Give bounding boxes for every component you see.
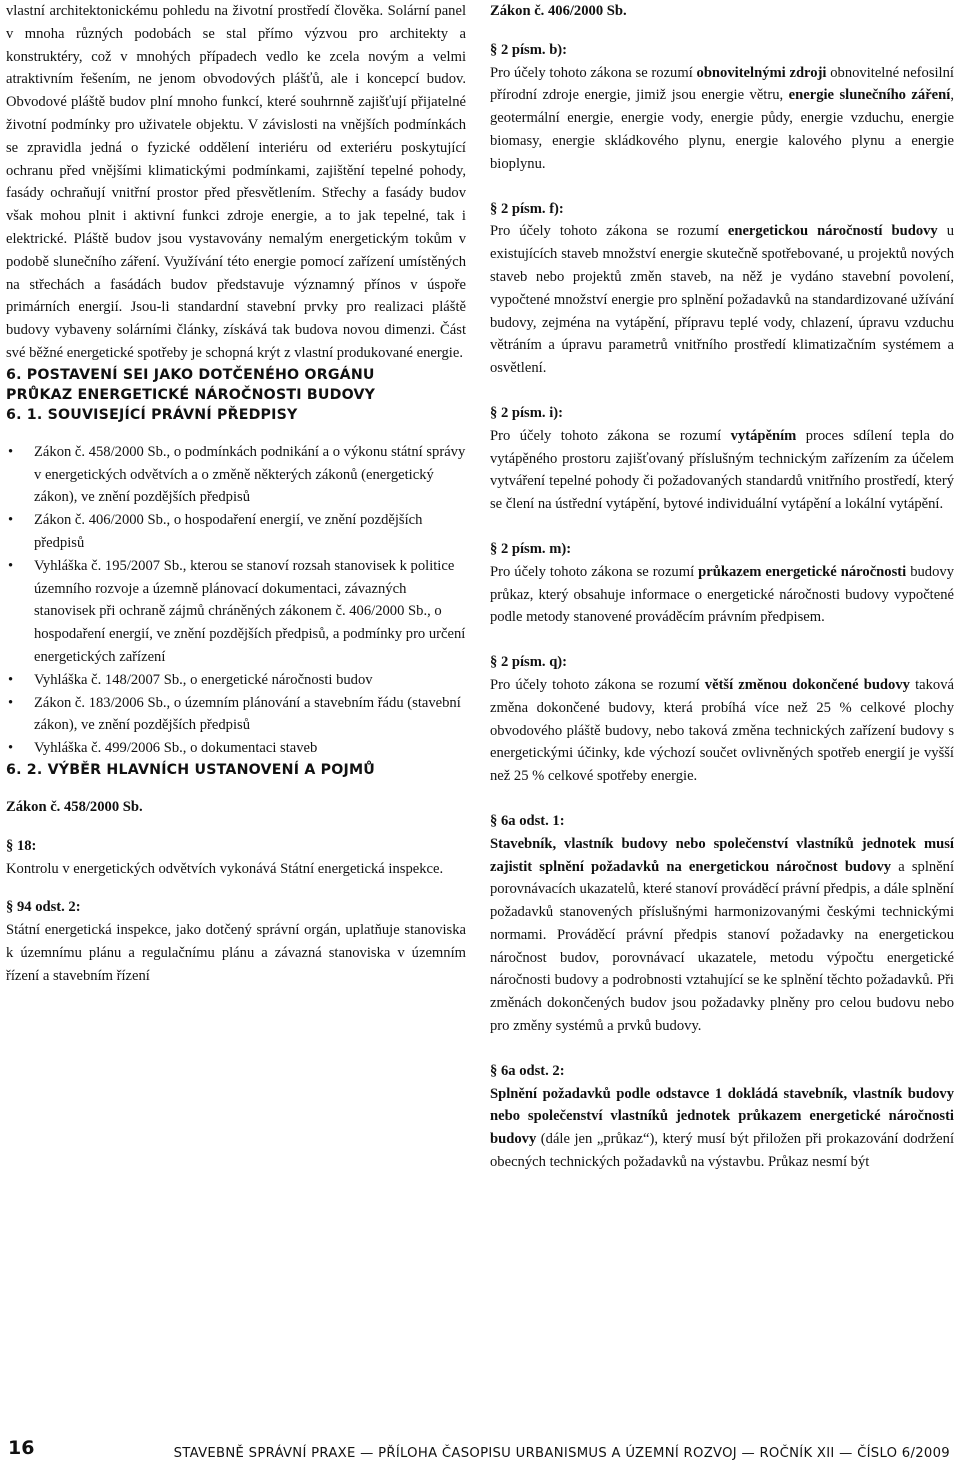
provision-label: § 2 písm. i): [490,404,563,421]
list-item: • Vyhláška č. 148/2007 Sb., o energetické náročnosti budov [6,669,466,692]
provision-text: Pro účely tohoto zákona se rozumí obnovitelnými zdroji obnovitelné nefosilní přírodní zdroje energie, jimiž jsou energie větru, energie slunečního záření, geotermální energie, energie vody, energie půdy, energie vzduchu, energie biomasy, energie skládkového plynu, energie kalového plynu a energie bioplynu. [490,64,954,172]
section-heading-line1: 6. POSTAVENÍ SEI JAKO DOTČENÉHO ORGÁNU [6,366,375,383]
provision-label: § 6a odst. 1: [490,812,565,829]
list-item: • Zákon č. 406/2000 Sb., o hospodaření energií, ve znění pozdějších předpisů [6,509,466,555]
law-title: Zákon č. 406/2000 Sb. [490,3,627,19]
right-column [490,0,954,1174]
provision-label: § 2 písm. m): [490,540,572,557]
list-item: • Vyhláška č. 499/2006 Sb., o dokumentaci staveb [6,737,466,760]
provision-text: Pro účely tohoto zákona se rozumí energetickou náročností budovy u existujících staveb množství energie skutečně spotřebované, u projektů nových staveb nebo projektů změn staveb, na něž je vydáno stavební povolení, vypočtené množství energie pro splnění požadavků na standardizované užívání budovy, zejména na vytápění, přípravu teplé vody, chlazení, úpravu vzduchu větráním a úpravu parametrů vnitřního prostředí klimatizačním systémem a osvětlení. [490,223,954,377]
section-heading-6 [6,365,466,405]
provision-label: § 2 písm. q): [490,654,568,671]
provision-text: Pro účely tohoto zákona se rozumí větší změnou dokončené budovy taková změna dokončené budovy, která probíhá více než 25 % celkové plochy obvodového pláště budovy, nebo taková změna technických zařízení budovy s energetickými účinky, kde výchozí součet ovlivněných spotřeb energií je vyšší než 25 % celkové spotřeby energie. [490,676,954,785]
provision-label: § 6a odst. 2: [490,1062,565,1079]
page-number: 16 [8,1437,35,1459]
provision-text: Splnění požadavků podle odstavce 1 dokládá stavebník, vlastník budovy nebo společenství vlastníků jednotek průkazem energetické náročnosti budovy (dále jen „průkaz“), který musí být přiložen při prokazování dodržení obecných technických požadavků na výstavbu. Průkaz nesmí být [490,1085,954,1171]
provision-text: Pro účely tohoto zákona se rozumí průkazem energetické náročnosti budovy průkaz, který obsahuje informace o energetické náročnosti budovy vypočtené podle metody stanovené prováděcím právním předpisem. [490,563,954,626]
provision-text: Státní energetická inspekce, jako dotčený správní orgán, uplatňuje stanoviska k územnímu plánu a regulačnímu plánu a závazná stanoviska v územním řízení a stavebním řízení [6,922,466,984]
list-item: • Zákon č. 458/2000 Sb., o podmínkách podnikání a o výkonu státní správy v energetických odvětvích a o změně některých zákonů (energetický zákon), ve znění pozdějších předpisů [6,441,466,509]
subsection-heading-6-1: 6. 1. SOUVISEJÍCÍ PRÁVNÍ PŘEDPISY [6,406,298,423]
list-item: • Vyhláška č. 195/2007 Sb., kterou se stanoví rozsah stanovisek k politice územního rozvoje a územně plánovací dokumentaci, závazných stanovisek při ochraně zájmů chráněných zákonem č. 406/2000 Sb., o hospodaření energií, ve znění pozdějších předpisů, a podmínky pro určení energetických zařízení [6,555,466,669]
provision-label: § 18: [6,837,37,854]
list-item: • Zákon č. 183/2006 Sb., o územním plánování a stavebním řádu (stavební zákon), ve znění pozdějších předpisů [6,692,466,738]
left-column [6,0,466,987]
publication-footer: STAVEBNĚ SPRÁVNÍ PRAXE — PŘÍLOHA ČASOPISU URBANISMUS A ÚZEMNÍ ROZVOJ — ROČNÍK XII — ČÍSLO 6/2009 [173,1446,950,1461]
provision-text: Stavebník, vlastník budovy nebo společenství vlastníků jednotek musí zajistit splnění požadavků na energetickou náročnost budovy a splnění porovnávacích ukazatelů, které stanoví prováděcí právní předpis, a dále splnění požadavků stanovených příslušnými harmonizovanými českými technickými normami. Prováděcí právní předpis stanoví požadavky na energetickou náročnost budov, porovnávací ukazatele, metodu výpočtu energetické náročnosti budovy a podrobnosti vztahující se ke splnění těchto požadavků. Při změnách dokončených budov jsou požadavky plněny pro celou budovu nebo pro změny systémů a prvků budovy. [490,835,955,1035]
provision-label: § 2 písm. b): [490,41,568,58]
intro-paragraph: vlastní architektonickému pohledu na životní prostředí člověka. Solární panel v mnoha různých podobách se stal přímo výzvou pro architekty a konstruktéry, což v mnohých případech vedlo ke zcela novým a velmi atraktivním řešením, ne jenom obvodových plášťů, ale i koncepcí budov. Obvodové pláště budov plní mnoho funkcí, které souhrnně zajišťují přijatelné životní podmínky pro uživatele objektu. V závislosti na vnějších podmínkách se zpravidla jedná o fyzické oddělení interiéru od exteriéru poskytující ochranu před vnějšími klimatickými podmínkami, zajištění tepelné pohody, fasády ochraňují vnitřní prostor před přesvětlením. Střechy a fasády budov však mohou plnit i aktivní funkci zdroje energie, a to jak tepelné, tak i elektrické. Pláště budov jsou vystavovány nemalým energetickým tokům v podobě slunečního záření. Využívání této energie pomocí zařízení umístěných na střechách a fasádách budov představuje významný přínos v úspoře primárních energií. Jsou-li standardní stavební prvky pro realizaci pláště budovy vybaveny solárními články, získává tak budova novou dimenzi. Část své běžné energetické spotřeby je schopná krýt z vlastní produkované energie. [6,3,466,361]
provision-label: § 2 písm. f): [490,200,564,217]
legislation-list [6,441,466,760]
section-heading-line2: PRŮKAZ ENERGETICKÉ NÁROČNOSTI BUDOVY [6,386,376,403]
provision-text: Kontrolu v energetických odvětvích vykonává Státní energetická inspekce. [6,860,444,877]
law-title: Zákon č. 458/2000 Sb. [6,798,143,815]
provision-text: Pro účely tohoto zákona se rozumí vytápěním proces sdílení tepla do vytápěného prostoru zajišťovaný příslušným technickým zařízením za účelem vytváření tepelné pohody či požadovaných standardů vnitřního prostředí, který se člení na ústřední vytápění, bytové individuální vytápění a lokální vytápění. [490,427,954,513]
subsection-heading-6-2: 6. 2. VÝBĚR HLAVNÍCH USTANOVENÍ A POJMŮ [6,761,376,778]
provision-label: § 94 odst. 2: [6,899,81,916]
